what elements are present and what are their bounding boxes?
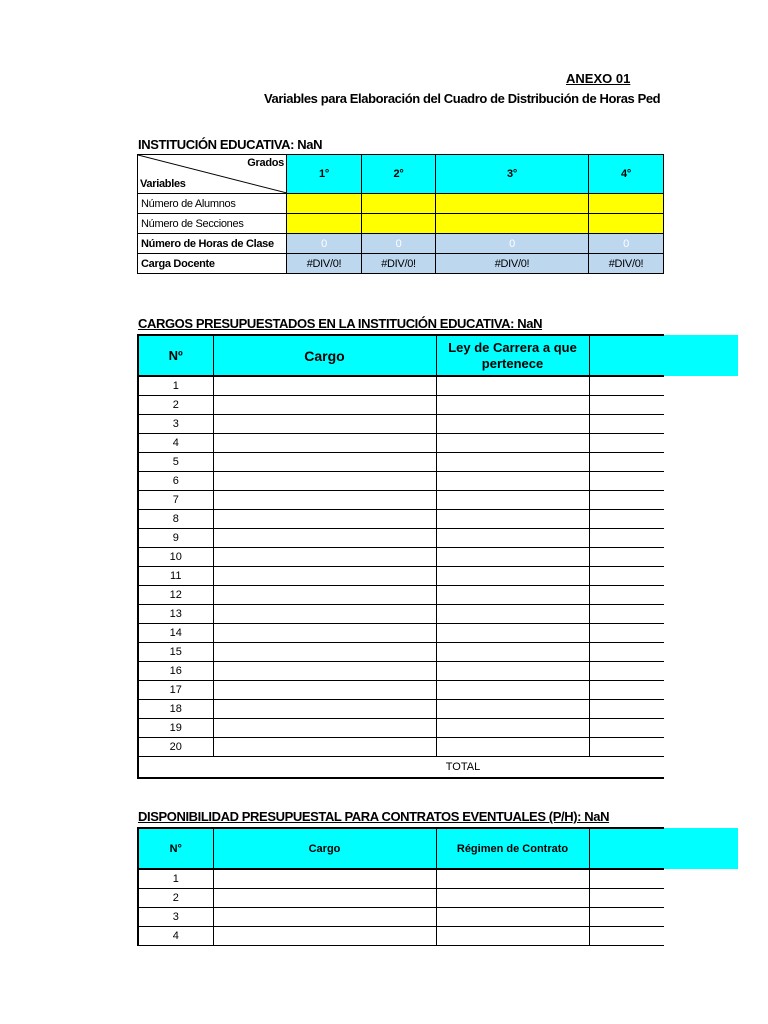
- table-cell[interactable]: [213, 434, 436, 453]
- contratos-table: [137, 827, 664, 946]
- table-row: [138, 908, 664, 927]
- table-cell[interactable]: [436, 510, 589, 529]
- table-cell[interactable]: [589, 738, 664, 757]
- computed-cell: #DIV/0!: [362, 254, 436, 274]
- computed-cell: #DIV/0!: [589, 254, 664, 274]
- contratos-header-row: [138, 828, 664, 869]
- row-number: 7: [138, 491, 213, 510]
- table-cell[interactable]: [589, 662, 664, 681]
- input-cell[interactable]: [589, 194, 664, 214]
- row-number: 6: [138, 472, 213, 491]
- row-number: 10: [138, 548, 213, 567]
- table-cell[interactable]: [589, 643, 664, 662]
- computed-cell: 0: [362, 234, 436, 254]
- total-label: TOTAL: [138, 757, 664, 779]
- table-cell[interactable]: [436, 529, 589, 548]
- table-cell[interactable]: [213, 491, 436, 510]
- row-number: 3: [138, 908, 213, 927]
- table-row: [138, 453, 664, 472]
- table-cell[interactable]: [589, 567, 664, 586]
- table-cell[interactable]: [436, 376, 589, 396]
- col-header-cargo: Cargo: [213, 335, 436, 376]
- table-cell[interactable]: [436, 719, 589, 738]
- row-secciones: [138, 214, 664, 234]
- table-cell[interactable]: [436, 908, 589, 927]
- table-cell[interactable]: [213, 643, 436, 662]
- table-cell[interactable]: [436, 491, 589, 510]
- grade-header: 1°: [287, 155, 362, 194]
- col-header-ley-carrera: Ley de Carrera a que pertenece: [436, 335, 589, 376]
- row-number: 2: [138, 889, 213, 908]
- table-cell[interactable]: [213, 605, 436, 624]
- computed-cell: 0: [589, 234, 664, 254]
- table-cell[interactable]: [436, 662, 589, 681]
- table-cell[interactable]: [436, 927, 589, 946]
- input-cell[interactable]: [362, 214, 436, 234]
- table-cell[interactable]: [589, 605, 664, 624]
- table-cell[interactable]: [213, 624, 436, 643]
- input-cell[interactable]: [362, 194, 436, 214]
- table-row: [138, 624, 664, 643]
- table-cell[interactable]: [589, 529, 664, 548]
- computed-cell: #DIV/0!: [436, 254, 589, 274]
- input-cell[interactable]: [287, 214, 362, 234]
- table-row: [138, 376, 664, 396]
- table-cell[interactable]: [589, 700, 664, 719]
- row-label: Carga Docente: [138, 254, 287, 274]
- col-header-cargo: Cargo: [213, 828, 436, 869]
- table-cell[interactable]: [213, 529, 436, 548]
- cargos-header-row: [138, 335, 664, 376]
- row-number: 8: [138, 510, 213, 529]
- table-cell[interactable]: [589, 869, 664, 889]
- table-cell[interactable]: [213, 927, 436, 946]
- table-row: [138, 491, 664, 510]
- annex-label: ANEXO 01: [566, 71, 631, 86]
- row-number: 5: [138, 453, 213, 472]
- table-cell[interactable]: [436, 434, 589, 453]
- table-cell[interactable]: [213, 396, 436, 415]
- row-number: 1: [138, 376, 213, 396]
- input-cell[interactable]: [436, 214, 589, 234]
- row-number: 19: [138, 719, 213, 738]
- cargos-table: [137, 334, 664, 779]
- table-cell[interactable]: [213, 700, 436, 719]
- variables-table: [137, 154, 664, 274]
- input-cell[interactable]: [436, 194, 589, 214]
- row-number: 15: [138, 643, 213, 662]
- table-cell[interactable]: [213, 662, 436, 681]
- table-cell[interactable]: [436, 548, 589, 567]
- table-cell[interactable]: [589, 510, 664, 529]
- row-number: 9: [138, 529, 213, 548]
- corner-grados-label: Grados: [247, 157, 284, 169]
- header-fill-extension: [663, 335, 738, 376]
- table-cell[interactable]: [213, 681, 436, 700]
- row-number: 3: [138, 415, 213, 434]
- section-title-cargos: CARGOS PRESUPUESTADOS EN LA INSTITUCIÓN EDUCATIVA: NaN: [138, 316, 543, 331]
- row-alumnos: [138, 194, 664, 214]
- section-title-contratos: DISPONIBILIDAD PRESUPUESTAL PARA CONTRATOS EVENTUALES (P/H): NaN: [138, 809, 610, 824]
- section-title-institution: INSTITUCIÓN EDUCATIVA: NaN: [138, 137, 323, 152]
- table-cell[interactable]: [436, 415, 589, 434]
- table-cell[interactable]: [436, 472, 589, 491]
- table-cell[interactable]: [213, 586, 436, 605]
- table-cell[interactable]: [589, 376, 664, 396]
- table-cell[interactable]: [436, 605, 589, 624]
- input-cell[interactable]: [589, 214, 664, 234]
- row-number: 4: [138, 434, 213, 453]
- table-cell[interactable]: [436, 624, 589, 643]
- table-cell[interactable]: [213, 908, 436, 927]
- table-row: [138, 529, 664, 548]
- table-row: [138, 700, 664, 719]
- table-cell[interactable]: [589, 889, 664, 908]
- row-number: 17: [138, 681, 213, 700]
- table-row: [138, 472, 664, 491]
- corner-cell: [138, 155, 287, 194]
- table-row: [138, 681, 664, 700]
- table-cell[interactable]: [213, 453, 436, 472]
- row-number: 2: [138, 396, 213, 415]
- table-row: [138, 719, 664, 738]
- row-number: 11: [138, 567, 213, 586]
- table-row: [138, 869, 664, 889]
- input-cell[interactable]: [287, 194, 362, 214]
- table-cell[interactable]: [589, 548, 664, 567]
- row-horas: [138, 234, 664, 254]
- grade-header: 3°: [436, 155, 589, 194]
- row-number: 1: [138, 869, 213, 889]
- table-cell[interactable]: [589, 624, 664, 643]
- table-cell[interactable]: [589, 472, 664, 491]
- table-cell[interactable]: [589, 491, 664, 510]
- row-number: 4: [138, 927, 213, 946]
- grade-header: 2°: [362, 155, 436, 194]
- table-cell[interactable]: [213, 719, 436, 738]
- table-cell[interactable]: [436, 396, 589, 415]
- table-row: [138, 567, 664, 586]
- table-cell[interactable]: [589, 434, 664, 453]
- table-cell[interactable]: [436, 889, 589, 908]
- table-cell[interactable]: [213, 889, 436, 908]
- table-row: [138, 510, 664, 529]
- row-label: Número de Horas de Clase: [138, 234, 287, 254]
- computed-cell: 0: [436, 234, 589, 254]
- computed-cell: #DIV/0!: [287, 254, 362, 274]
- table-row: [138, 434, 664, 453]
- col-header-numero: N°: [138, 828, 213, 869]
- table-cell[interactable]: [589, 396, 664, 415]
- row-number: 20: [138, 738, 213, 757]
- table-cell[interactable]: [436, 700, 589, 719]
- row-number: 12: [138, 586, 213, 605]
- table-cell[interactable]: [589, 453, 664, 472]
- table-row: [138, 643, 664, 662]
- row-carga: [138, 254, 664, 274]
- table-cell[interactable]: [213, 869, 436, 889]
- table-row: [138, 662, 664, 681]
- table-cell[interactable]: [213, 548, 436, 567]
- table-cell[interactable]: [213, 376, 436, 396]
- col-header-extra: [589, 335, 664, 376]
- grades-header-row: [138, 155, 664, 194]
- header-fill-extension: [663, 828, 738, 869]
- row-number: 16: [138, 662, 213, 681]
- row-number: 13: [138, 605, 213, 624]
- table-cell[interactable]: [213, 472, 436, 491]
- table-cell[interactable]: [436, 869, 589, 889]
- row-number: 18: [138, 700, 213, 719]
- row-label: Número de Secciones: [138, 214, 287, 234]
- table-cell[interactable]: [589, 586, 664, 605]
- grade-header: 4°: [589, 155, 664, 194]
- table-row: [138, 605, 664, 624]
- document-subtitle: Variables para Elaboración del Cuadro de Distribución de Horas Ped: [264, 91, 661, 106]
- col-header-extra: [589, 828, 664, 869]
- table-row: [138, 586, 664, 605]
- table-cell[interactable]: [213, 510, 436, 529]
- computed-cell: 0: [287, 234, 362, 254]
- table-cell[interactable]: [436, 567, 589, 586]
- row-number: 14: [138, 624, 213, 643]
- corner-variables-label: Variables: [140, 178, 186, 190]
- table-cell[interactable]: [589, 719, 664, 738]
- table-row: [138, 396, 664, 415]
- table-cell[interactable]: [589, 415, 664, 434]
- table-row: [138, 927, 664, 946]
- table-cell[interactable]: [436, 681, 589, 700]
- table-row: [138, 889, 664, 908]
- table-cell[interactable]: [589, 681, 664, 700]
- table-cell[interactable]: [436, 643, 589, 662]
- table-cell[interactable]: [213, 567, 436, 586]
- table-cell[interactable]: [213, 415, 436, 434]
- col-header-numero: Nº: [138, 335, 213, 376]
- table-cell[interactable]: [436, 586, 589, 605]
- table-row: [138, 415, 664, 434]
- table-cell[interactable]: [436, 738, 589, 757]
- table-cell[interactable]: [589, 908, 664, 927]
- col-header-regimen: Régimen de Contrato: [436, 828, 589, 869]
- table-cell[interactable]: [436, 453, 589, 472]
- total-row: [138, 757, 664, 779]
- table-cell[interactable]: [213, 738, 436, 757]
- table-row: [138, 738, 664, 757]
- table-row: [138, 548, 664, 567]
- table-cell[interactable]: [589, 927, 664, 946]
- row-label: Número de Alumnos: [138, 194, 287, 214]
